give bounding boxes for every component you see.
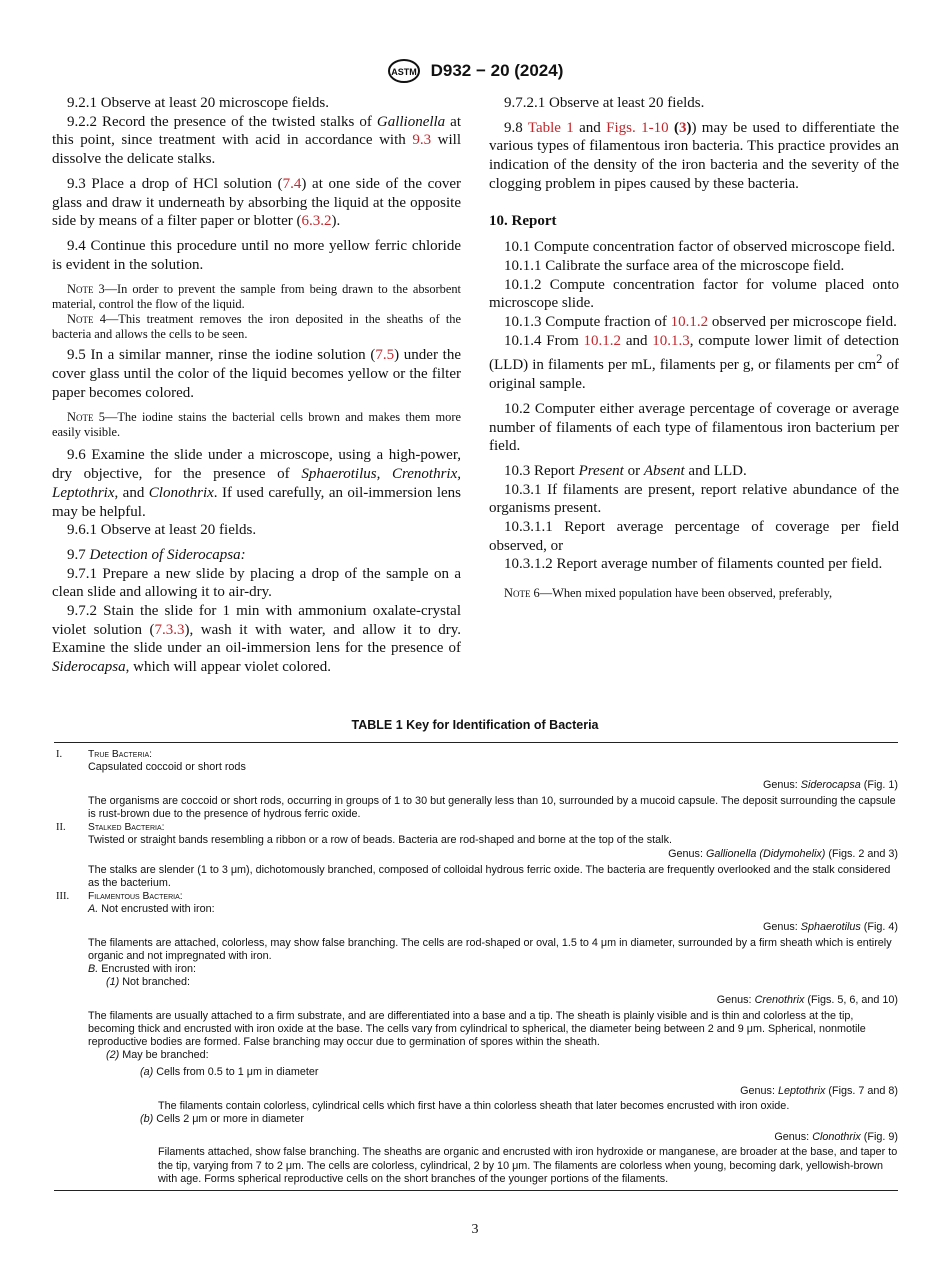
link-7-5[interactable]: 7.5 — [375, 347, 395, 364]
link-7-4[interactable]: 7.4 — [282, 175, 302, 192]
para-10-3-1-2: 10.3.1.2 Report average number of filaments counted per field. — [504, 556, 883, 573]
para-9-5: 9.5 In a similar manner, rinse the iodine solution (7.5) under the cover glass until the color of the liquid becomes yellow or the filter paper becomes colored. — [52, 347, 461, 401]
page-header — [0, 58, 950, 89]
section-heading: Filamentous Bacteria: — [88, 891, 183, 903]
para-10-3-1: 10.3.1 If filaments are present, report relative abundance of the organisms present. — [489, 481, 899, 517]
para-9-3: 9.3 Place a drop of HCl solution (7.4) at one side of the cover glass and draw it underneath by absorbing the liquid at the opposite side by means of a filter paper or blotter (6.3.2). — [52, 175, 461, 230]
genus-label: Genus: Sphaerotilus (Fig. 4) — [762, 921, 898, 934]
para-10-3: 10.3 Report Present or Absent and LLD. — [504, 462, 747, 479]
para-10-1-1: 10.1.1 Calibrate the surface area of the microscope field. — [504, 257, 845, 274]
page-number: 3 — [471, 1222, 479, 1237]
identification-table — [54, 742, 898, 1191]
link-10-1-3[interactable]: 10.1.3 — [652, 332, 690, 349]
link-10-1-2[interactable]: 10.1.2 — [583, 332, 622, 349]
link-6-3-2[interactable]: 6.3.2 — [301, 213, 332, 230]
para-9-2-2: 9.2.2 Record the presence of the twisted stalks of Gallionella at this point, since treatment with acid in accordance with 9.3 will dissolve the delicate stalks. — [52, 113, 462, 168]
genus-label: Genus: Crenothrix (Figs. 5, 6, and 10) — [716, 994, 898, 1007]
astm-logo-text: ASTM — [390, 67, 417, 77]
para-9-7-2: 9.7.2 Stain the slide for 1 min with ammonium oxalate-crystal violet solution (7.3.3), wash it with water, and allow it to dry. Examine the slide under an oil-immersion lens for the presence of Siderocapsa, which will appear violet colored. — [52, 603, 462, 676]
para-9-7-2-1: 9.7.2.1 Observe at least 20 fields. — [504, 95, 705, 111]
para-9-7-1: 9.7.1 Prepare a new slide by placing a drop of the sample on a clean slide and allowing it to air-dry. — [52, 565, 461, 601]
para-10-1-3: 10.1.3 Compute fraction of 10.1.2 observed per microscope field. — [504, 314, 897, 331]
subsection-b2a: (a) Cells from 0.5 to 1 μm in diameter — [140, 1066, 319, 1079]
genus-label: Genus: Siderocapsa (Fig. 1) — [762, 779, 898, 792]
subsection-b2b: (b) Cells 2 μm or more in diameter — [140, 1113, 305, 1126]
note-6: Note 6—When mixed population have been observed, preferably, — [504, 586, 833, 601]
genus-label: Genus: Leptothrix (Figs. 7 and 8) — [740, 1084, 898, 1097]
note-5: Note 5—The iodine stains the bacterial cells brown and makes them more easily visible. — [52, 410, 461, 440]
link-7-3-3[interactable]: 7.3.3 — [154, 621, 185, 638]
subsection-b: B. Encrusted with iron: — [88, 963, 197, 976]
genus-description: The filaments contain colorless, cylindrical cells which first have a thin colorless sheath that later becomes encrusted with iron oxide. — [158, 1099, 790, 1112]
link-table-1[interactable]: Table 1 — [527, 119, 574, 136]
para-9-8: 9.8 Table 1 and Figs. 1-10 (3)) may be used to differentiate the various types of filamentous iron bacteria. This practice provides an indication of the density of the iron bacteria and the severity of the clogging problem in pipes caused by these bacteria. — [489, 119, 899, 192]
link-10-1-2[interactable]: 10.1.2 — [670, 314, 709, 331]
para-10-3-1-1: 10.3.1.1 Report average percentage of coverage per field observed, or — [489, 519, 899, 554]
genus-description: The stalks are slender (1 to 3 μm), dichotomously branched, composed of colloidal hydrous ferric oxide. The bacteria are frequently overlooked and the stalk considered as the bacterium. — [88, 863, 891, 889]
para-10-1: 10.1 Compute concentration factor of observed microscope field. — [504, 239, 896, 256]
section-subheading: Twisted or straight bands resembling a ribbon or a row of beads. Bacteria are rod-shaped and borne at the top of the stalk. — [88, 834, 672, 847]
subsection-a: A. Not encrusted with iron: — [88, 903, 215, 916]
section-subheading: Capsulated coccoid or short rods — [88, 761, 246, 774]
astm-logo-icon — [387, 58, 421, 84]
genus-description: Filaments attached, show false branching. The sheaths are organic and encrusted with iron hydroxide or manganese, are broader at the base, and taper to the tip, varying from 7 to 2 μm. The cells are colorless, cylindrical, 2 by 10 μm. The filaments are colorless when young, becoming dark, yellowish-brown with age. Forms spherical reproductive cells on the short branches of the younger portions of the filaments. — [158, 1146, 898, 1185]
para-9-2-1: 9.2.1 Observe at least 20 microscope fields. — [67, 95, 330, 111]
table-section-stalked-bacteria: II. Stalked Bacteria: Twisted or straight bands resembling a ribbon or a row of beads. Bacteria are rod-shaped and borne at the top of the stalk. Genus: Gallionella (Didymohelix) (Figs. 2 and 3) The stalks are slender (1 to 3 μm), dichotomously branched, composed of colloidal hydrous ferric oxide. The bacteria are frequently overlooked and the stalk considered as the bacterium. — [56, 822, 898, 889]
link-figs-1-10[interactable]: Figs. 1-10 — [606, 119, 669, 136]
para-9-4: 9.4 Continue this procedure until no more yellow ferric chloride is evident in the solution. — [52, 237, 461, 273]
genus-description: The filaments are usually attached to a firm substrate, and are differentiated into a base and a tip. The sheath is plainly visible and is thin and colorless at the tip, becoming thick and encrusted with iron oxide at the base. The cells vary from cylindrical to spherical, the diameter being between 2 and 9 μm. Spherical, nonmotile reproductive bodies are formed. False branching may occur due to germination of spores within the sheath. — [88, 1009, 866, 1049]
para-10-1-2: 10.1.2 Compute concentration factor for volume placed onto microscope slide. — [489, 276, 899, 312]
table-section-filamentous-bacteria: III. Filamentous Bacteria: A. Not encrusted with iron: Genus: Sphaerotilus (Fig. 4) The filaments are attached, colorless, may show false branching. The cells are rod-shaped or oval, 1.5 to 4 μm in diameter, surrounded by a firm sheath which is entirely organic and not impregnated with iron. B. Encrusted with iron: (1) Not branched: Genus: Crenothrix (Figs. 5, 6, and 10) The filaments are usually attached to a firm substrate, and are differentiated into a base and a tip. The sheath is plainly visible and is thin and colorless at the tip, becoming thick and encrusted with iron oxide at the base. The cells vary from cylindrical to spherical, the diameter being between 2 and 9 μm. Spherical, nonmotile reproductive bodies are formed. False branching may occur due to germination of spores within the sheath. (2) May be branched: (a) Cells from 0.5 to 1 μm in diameter Genus: Leptothrix (Figs. 7 and 8) The filaments contain colorless, cylindrical cells which first have a thin colorless sheath that later becomes encrusted with iron oxide. (b) Cells 2 μm or more in diameter Genus: Clonothrix (Fig. 9) Filaments attached, show false branching. The sheaths are organic and encrusted with iron hydroxide or manganese, are broader at the base, and taper to the tip, varying from 7 to 2 μm. The cells are colorless, cylindrical, 2 by 10 μm. The filaments are colorless when young, becoming dark, yellowish-brown with age. Forms spherical reproductive cells on the short branches of the younger portions of the filaments. — [56, 891, 898, 1185]
para-9-6-1: 9.6.1 Observe at least 20 fields. — [67, 522, 257, 539]
note-3: Note 3—In order to prevent the sample from being drawn to the absorbent material, control the flow of the liquid. — [52, 282, 461, 312]
genus-label: Genus: Gallionella (Didymohelix) (Figs. 2 and 3) — [668, 848, 898, 861]
genus-label: Genus: Clonothrix (Fig. 9) — [774, 1131, 898, 1144]
para-10-1-4: 10.1.4 From 10.1.2 and 10.1.3, compute lower limit of detection (LLD) in filaments per mL, filaments per g, or filaments per $cm^2$ of original sample. — [489, 332, 899, 393]
table-section-true-bacteria: I. True Bacteria: Capsulated coccoid or short rods Genus: Siderocapsa (Fig. 1) The organisms are coccoid or short rods, occurring in groups of 1 to 30 but generally less than 10, surrounded by a mucoid capsule. The deposit surrounding the capsule is rust-brown due to the presence of hydrous ferric oxide. — [56, 749, 898, 820]
subsection-b1: (1) Not branched: — [106, 976, 191, 989]
genus-description: The organisms are coccoid or short rods, occurring in groups of 1 to 30 but generally less than 10, surrounded by a mucoid capsule. The deposit surrounding the capsule is rust-brown due to the presence of hydrous ferric oxide. — [88, 794, 896, 820]
section-heading: Stalked Bacteria: — [88, 822, 165, 834]
para-9-6: 9.6 Examine the slide under a microscope, using a high-power, dry objective, for the presence of Sphaerotilus, Crenothrix, Leptothrix, and Clonothrix. If used carefully, an oil-immersion lens may be helpful. — [52, 447, 461, 520]
para-9-7: 9.7 Detection of Siderocapsa: — [67, 546, 246, 563]
table-title: TABLE 1 Key for Identification of Bacteria — [351, 718, 599, 732]
section-heading: True Bacteria: — [88, 749, 152, 760]
right-column — [489, 94, 899, 601]
link-9-3[interactable]: 9.3 — [412, 132, 432, 149]
left-column — [52, 94, 461, 677]
section-10-heading: 10. Report — [489, 212, 557, 229]
subsection-b2: (2) May be branched: — [106, 1049, 209, 1062]
note-4: Note 4—This treatment removes the iron deposited in the sheaths of the bacteria and allows the cells to be seen. — [52, 312, 461, 342]
para-10-2: 10.2 Computer either average percentage of coverage or average number of filaments of each type of filamentous iron bacterium per field. — [489, 400, 899, 455]
document-designation: D932 − 20 (2024) — [430, 61, 564, 80]
genus-description: The filaments are attached, colorless, may show false branching. The cells are rod-shaped or oval, 1.5 to 4 μm in diameter, surrounded by a firm sheath which is entirely organic and not impregnated with iron. — [88, 936, 892, 962]
link-ref-3[interactable]: 3 — [678, 119, 687, 136]
